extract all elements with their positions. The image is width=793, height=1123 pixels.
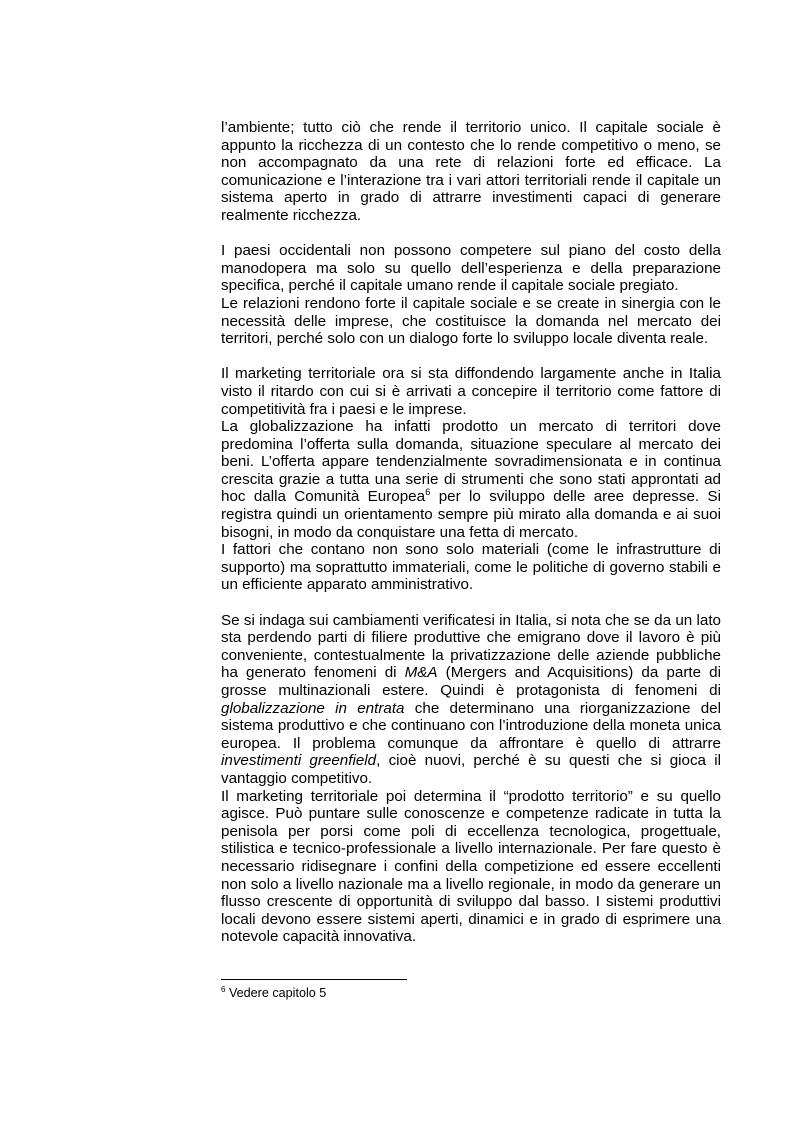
paragraph-capitale-sociale: l’ambiente; tutto ciò che rende il territorio unico. Il capitale sociale è appunto la ricchezza di un contesto che lo rende competitivo o meno, se non accompagnato da una rete di relazioni forte ed efficace. La comunicazione e l’interazione tra i vari attori territoriali rende il capitale un sistema aperto in grado di attrarre investimenti capaci di generare realmente ricchezza. <box>221 119 721 224</box>
cambiamenti-text-3: che determinano una riorganizzazione del sistema produttivo e che continuano con l’introduzione della moneta unica europea. Il problema comunque da affrontare è quello di attrarre <box>221 699 721 752</box>
emphasis-m-and-a: M&A <box>404 664 438 682</box>
footnote-reference[interactable]: 6 <box>425 487 431 499</box>
cambiamenti-text-2: (Mergers and Acquisitions) da parte di grosse multinazionali estere. Quindi è protagonista di fenomeni di <box>221 664 721 699</box>
emphasis-investimenti-greenfield: investimenti greenfield <box>221 752 377 770</box>
paragraph-gap <box>221 348 721 366</box>
paragraph-prodotto-territorio: Il marketing territoriale poi determina il “prodotto territorio” e su quello agisce. Può puntare sulle conoscenze e competenze radicate in tutta la penisola per porsi come poli di eccellenza tecnologica, progettuale, stilistica e tecnico-professionale a livello internazionale. Per fare questo è necessario ridisegnare i confini della competizione ed essere eccellenti non solo a livello nazionale ma a livello regionale, in modo da generare un flusso crescente di opportunità di sviluppo dal basso. I sistemi produttivi locali devono essere sistemi aperti, dinamici e in grado di esprimere una notevole capacità innovativa. <box>221 787 721 946</box>
paragraph-paesi-occidentali: I paesi occidentali non possono competere sul piano del costo della manodopera ma solo su quello dell’esperienza e della preparazione specifica, perché il capitale umano rende il capitale sociale pregiato. <box>221 242 721 295</box>
paragraph-gap <box>221 225 721 243</box>
footnote-number: 6 <box>221 984 226 994</box>
globalizzazione-text-after-ref: per lo sviluppo delle aree depresse. Si registra quindi un orientamento sempre più mirato alla domanda e ai suoi bisogni, in modo da conquistare una fetta di mercato. <box>221 488 722 541</box>
paragraph-relazioni: Le relazioni rendono forte il capitale sociale e se create in sinergia con le necessità delle imprese, che costituisce la domanda nel mercato dei territori, perché solo con un dialogo forte lo sviluppo locale diventa reale. <box>221 294 721 348</box>
cambiamenti-text-1: Se si indaga sui cambiamenti verificatesi in Italia, si nota che se da un lato sta perdendo parti di filiere produttive che emigrano dove il lavoro è più conveniente, contestualmente la privatizzazione delle aziende pubbliche ha generato fenomeni di <box>221 611 721 682</box>
cambiamenti-text-4: , cioè nuovi, perché è su questi che si gioca il vantaggio competitivo. <box>221 752 721 787</box>
globalizzazione-text-before-ref: La globalizzazione ha infatti prodotto un mercato di territori dove predomina l’offerta sulla domanda, situazione speculare al mercato dei beni. L’offerta appare tendenzialmente sovradimensionata e in continua crescita grazie a tutta una serie di strumenti che sono stati approntati ad hoc dalla Comunità Europea <box>221 418 721 506</box>
page-body <box>221 119 721 946</box>
emphasis-globalizzazione-in-entrata: globalizzazione in entrata <box>221 699 405 717</box>
footnote <box>221 986 326 1001</box>
footnote-text: Vedere capitolo 5 <box>225 986 327 1000</box>
paragraph-globalizzazione <box>221 418 721 541</box>
paragraph-fattori: I fattori che contano non sono solo materiali (come le infrastrutture di supporto) ma soprattutto immateriali, come le politiche di governo stabili e un efficiente apparato amministrativo. <box>221 541 721 594</box>
paragraph-cambiamenti <box>221 612 721 788</box>
paragraph-gap <box>221 594 721 612</box>
paragraph-marketing-italia: Il marketing territoriale ora si sta diffondendo largamente anche in Italia visto il ritardo con cui si è arrivati a concepire il territorio come fattore di competitività fra i paesi e le imprese. <box>221 365 721 418</box>
footnote-divider <box>221 979 407 980</box>
